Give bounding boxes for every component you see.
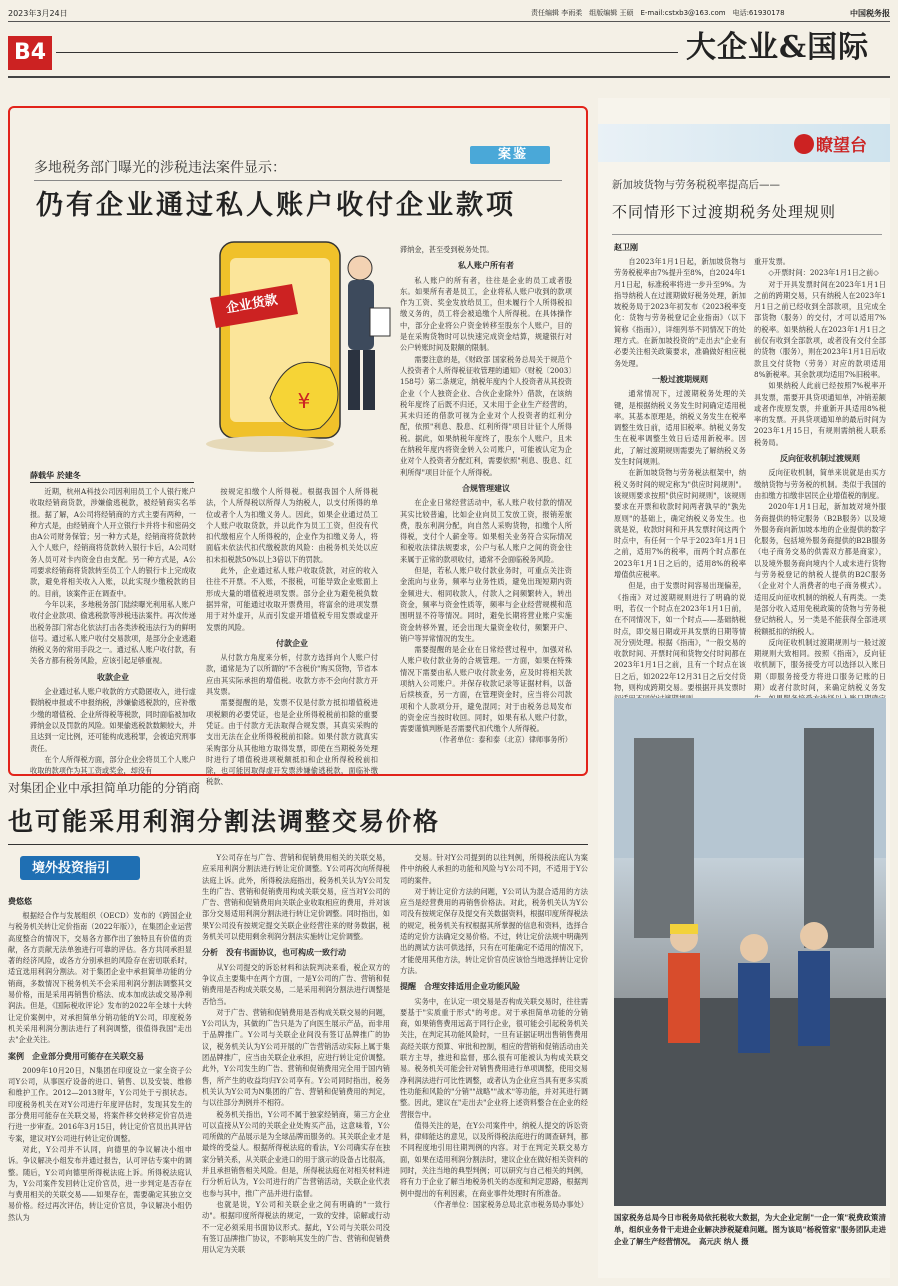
guide-kicker: 对集团企业中承担简单功能的分销商 <box>8 781 201 795</box>
paragraph: 今年以来，多地税务部门陆续曝光利用私人账户收付企业款项、偷逃税款等涉税违法案件。再次传递出税务部门常态化依法打击各类涉税违法行为的鲜明信号。通过私人账户收付交易款项，是部分企业逃避纳税义务的常用手段之一。通过私人账户收付款，有关各方都有税务风险，应该引起足够重视。 <box>30 599 196 666</box>
paragraph: 按规定扣缴个人所得税。根据我国个人所得税法，个人所得税以所得人为纳税人，以支付所得的单位或者个人为扣缴义务人。因此，如果企业通过员工个人账户收取货款，并以此作为员工工资，但没有代扣代缴相应个人所得税的，企业作为扣缴义务人，将面临未依法代扣代缴税款的风险：由税务机关处以应扣未扣税款50%以上3倍以下的罚款。 <box>206 487 378 564</box>
subhead: 一般过渡期规则 <box>652 374 708 384</box>
paragraph: 2020年1月1日起，新加坡对境外服务商提供的特定服务（B2B服务）以及境外服务商向新加坡本地的企业提供的数字化服务，包括境外服务商提供的B2B服务（电子商务交易的供需双方都是商家），以及境外服务商向境内个人或未进行货物与劳务税登记的纳税人提供的B2C服务（企业对个人消费者的电子商务模式）。适用反向征收机制的纳税人有两类。一类是部分收入适用免税政策的货物与劳务税登记纳税人，另一类是不能获得全部进项税额抵扣的纳税人。 <box>754 502 886 636</box>
case-illustration <box>200 228 396 460</box>
paragraph: 在企业日常经营活动中，私人账户收付款的情况其实比较普遍，比如企业向员工发放工资，报销差旅费，股东利润分配，向自然人采购货物，扣缴个人所得税，支付个人薪金等。如果相关业务符合实际情况和税收法律法规要求，公户与私人账户之间的资金往来属于正常的款项收付，通常不会面临税务风险。 <box>400 498 572 564</box>
paragraph: 自2023年1月1日起，新加坡货物与劳务税税率由7%提升至8%，自2024年1月1日起，标准税率将进一步升至9%。为指导纳税人在过渡期做好税务处理，新加坡税务局于2023年初发布《2023税率变化：货物与劳务税登记企业指南》（以下简称《指南》），详细列举不同情况下的处理方式。在新加坡投资的"走出去"企业有必要关注相关政策要求，准确做好相应税务处理。 <box>614 257 746 368</box>
illustration-label: 企业货款 <box>224 292 279 317</box>
guide-col-2 <box>202 852 390 1280</box>
case-col-3 <box>400 244 572 768</box>
photo-caption: 国家税务总局今日市税务局依托税收大数据，为大企业定制"一企一策"税费政策清单，组织业务骨干走进企业解决涉税疑难问题。图为该局"杨税管家"服务团队走进企业了解生产经营情况。 高元庆 纳人 摄 <box>614 1213 886 1246</box>
paragraph: 对于开具发票时间在2023年1月1日之前的跨期交易，只有纳税人在2023年1月1日之前已经收到全部款项，且完成全部货物（服务）的交付，才可以适用7%的税率。如果纳税人在2023年1月1日之前仅有收到全部款项，或者没有交付全部的货物（服务），则在2023年1月1日后收款且交付货物（劳务）对应的款项适用8%新税率。其余款项均适用7%旧税率。 <box>754 279 886 379</box>
paragraph: 滞纳金，甚至受到税务处罚。 <box>400 245 494 254</box>
lookout-byline: 赵卫刚 <box>614 243 638 252</box>
paragraph: 从付款方角度来分析，付款方选择向个人账户付款，通常是为了以所谓的"不含税价"购买货物，节省本应由其实际承担的增值税。收款方亦不会向付款方开具发票。 <box>206 653 378 697</box>
paragraph: 在新加坡货物与劳务税法框架中，纳税义务时间的规定称为"供应时间规则"。该规则要求按照"供应时间规则"，该规则要求在开票和收款时间两者孰早的"孰先原则"的基础上，确定纳税义务发生。也就是说，收款时间和开具发票时间这两个时点中，有任何一个早于2023年1月1日之前，适用7%的税率，而两个时点都在2023年1月1日之后的，适用8%的税率增值供应税率。 <box>614 468 746 580</box>
subhead: 合规管理建议 <box>462 483 510 493</box>
case-col-2 <box>206 486 378 787</box>
guide-col-1 <box>8 910 192 1280</box>
section-title: 大企业&国际 <box>686 30 870 65</box>
paragraph: 需要注意的是，《财政部 国家税务总局关于规范个人投资者个人所得税征收管理的通知》（财税〔2003〕158号）第二条规定，纳税年度内个人投资者从其投资企业（个人独资企业、合伙企业除外）借款，在该纳税年度终了后既不归还，又未用于企业生产经营的，其未归还的借款可视为企业对个人投资者的红利分配，依照"利息、股息、红利所得"项目计征个人所得税。据此，如果纳税年度终了，股东个人账户，且未在纳税年度内将资金转入公司账户，可能被认定为企业对个人投资者分配红利，需要依照"利息、股息、红利所得"项目计征个人所得税。 <box>400 354 572 477</box>
subhead: 分析 没有书面协议，也可构成一致行动 <box>202 948 346 958</box>
paragraph: 值得关注的是，在Y公司案件中，纳税人提交的诉讼资料，律师能达的意见，以及所得税法庭进行的调查研判，都不同程度地引用往期判例的内容。对于在判定关联交易方面，如果在适用利润分割法时，建议企业在做好相关资料的同时，关注当地的典型判例；可以研究与自己相关的判例，将有力于企业了解当地税务机关的态度和判定思路，根据判例中提出的有利因素，在商业事件处理时有所准备。 <box>400 1120 588 1198</box>
paragraph: 企业通过私人账户收款的方式隐匿收入，进行虚假纳税申报或不申报纳税，涉嫌偷逃税款的，应补缴少缴的增值税、企业所得税等税款，同时面临被加收滞纳金以及罚款的风险。如果偷逃税款数额较大，并且达到一定比例，还可能构成逃税罪，会被追究刑事责任。 <box>30 687 196 753</box>
paragraph: 对于广告、营销和促销费用是否构成关联交易的问题，Y公司认为，其做的广告只是为了向医生展示产品，而非用于品牌推广。Y公司与关联企业间没有签订品牌推广的协议，税务机关认为Y公司开展的广告营销活动实际上属于集团品牌推广，应当由关联企业承担，应进行转让定价调整。此外，Y公司发生的广告、营销和促销费用完全用于国内销售，所产生的收益均归Y公司享有。Y公司同时指出，税务机关认为Y公司为N集团的广告、营销和促销费用的判定，与以往部分判例并不相符。 <box>202 1007 390 1108</box>
newspaper-name: 中国税务报 <box>850 9 890 18</box>
paragraph: 对于转让定价方法的问题，Y公司认为混合适用的方法应当是经营费用的再销售价格法。对此，税务机关认为Y公司没有按规定保存及提交有关数据资料，根据印度所得税法的规定，税务机关有权根据其所掌握的信息和资料，选择合适的定价方法确定交易价格。不过，转让定价法规中明确列出的测试方法可供选择，只有在可能确定不适用的情况下，才能使用其他方法，转让定价官员应该恰当地选择转让定价方法。 <box>400 886 588 975</box>
subhead: 反向征收机制过渡规则 <box>780 454 860 464</box>
svg-text:¥: ¥ <box>297 389 311 413</box>
paragraph: 但是，由于发票时间容易出现偏差，《指南》对过渡期规则进行了明确的说明，若仅一个时点在2023年1月1日前，在不同情况下，如一个时点——基础纳税时点，即交易日期或开具发票的日期等情况分别处理。根据《指南》，"一般交易的收款时间、开票时间和货物交付时间都在2023年1月1日之前，且有一个时点在该日之后，如2022年12月31日之后交付货物，则构成跨期交易。要根据开具发票时 <box>614 581 746 692</box>
editors-info: 责任编辑 李雨柔 组版编辑 王硕 E-mail:cstxb3@163.com 电话:61930178 <box>531 9 785 17</box>
paragraph: 需要提醒的是，发票不仅是付款方抵扣增值税进项税额的必要凭证，也是企业所得税税前扣除的重要凭证。由于付款方无法取得合规发票，其真实采购的支出无法在企业所得税税前扣除。如果付款方就真实采购部分从其他地方取得发票，即使在当期税务处理时进行了增值税进项税额抵扣和企业所得税税前扣除，也可能因取得虚开发票涉嫌偷逃税款，面临补缴税款、 <box>206 698 378 787</box>
lookout-kicker: 新加坡货物与劳务税税率提高后—— <box>612 179 780 191</box>
lookout-col-2 <box>754 256 886 692</box>
lookout-col-1 <box>614 256 746 692</box>
lookout-tag: 瞭望台 <box>816 136 867 156</box>
paragraph: 需要提醒的是企业在日常经营过程中，加强对私人账户收付款业务的合规管理。一方面，如果在特殊情况下需要由私人账户收付款业务，应及时将相关款项纳入公司账户。并保存收款记录等证据材料，以备后续核查，另一方面，在管理资金时，应当将公司款项和个人款项分开，避免混同；对于由税务总局发布的资金应当按时收回。同时，如果有私人账户付款，需要谨慎判断是否需要代扣代缴个人所得税。 <box>400 645 572 734</box>
paragraph: 近期，杭州A科技公司因利用员工个人银行账户收取经销商货款，涉嫌偷逃税款，被经销商实名举报。据了解，A公司将经销商的方式主要有两种，一种方式是，由经销商个人开立银行卡并将卡和密码交由A公司财务保管；另一种方式是，经销商将货款转入个人账户，经销商将货款转入银行卡后，A公司财务人员可对卡内资金自由支配。另一种方式是，A公司要求经销商将货款转至员工个人的银行卡上完成收款，避免将相关收入入账，以此实现少缴税款的目的。目前，该案件正在调查中。 <box>30 487 196 598</box>
lookout-photo <box>614 698 886 1206</box>
guide-tag <box>20 856 140 880</box>
paragraph: 此外，企业通过私人账户收取货款，对应的收入往往不开票。不入账，不报税，可能导致企业账面上形成大量的增值税进项发票。部分企业为避免税负数据异常，可能通过收取开票费用，将富余的进项发票用于对外虚开，从而引发虚开增值税专用发票或虚开发票的风险。 <box>206 566 378 632</box>
paragraph: 通常情况下，过渡期税务处理的关键，是根据纳税义务发生时间确定适用税率。其基本原理是，纳税义务发生在税率调整生效日前，适用旧税率。纳税义务发生在税率调整生效日后适用新税率。因此，了解过渡期规则需要先了解纳税义务发生时间规则。 <box>614 389 746 467</box>
paragraph: 税务机关指出，Y公司不属于独家经销商，第三方企业可以直接从Y公司的关联企业处购买产品，这意味着，Y公司所做的产品展示是为全球品牌而服务的。其关联企业才是最终的受益人。根据所得税法庭的看法，Y公司确实存在独家分销关系，从关联企业进口的用于演示的设备占比很高，并且承担销售相关风险。但是，所得税法庭在对相关材料进行分析后认为，Y公司进行的广告营销活动，关联企业代表也参与其中，推广产品并进行监督。 <box>202 1109 390 1198</box>
paragraph: 私人账户的所有者，往往是企业的员工或者股东。如果所有者是员工，企业将私人账户收到的款项作为工资、奖金发放给员工，但未履行个人所得税扣缴义务的，员工将会被追缴个人所得税。在具体操作中，部分企业将公户资金转移至股东个人账户，目的是在采购货物时可以快速完成资金结算，规避银行对公户转账时间及限额的限制。 <box>400 275 572 353</box>
paragraph: 根据经合作与发展组织（OECD）发布的《跨国企业与税务机关转让定价指南（2022年版）》，在集团企业运营高度整合的情况下，交易各方都作出了独特且有价值的贡献，各方贡献无法单独进行可靠的评估。各方共同承担显著的经济风险，或各方分别承担的风险存在密切联系时，适宜选用利润分割法。对于集团企业中承担简单功能的分销商，多数情况下税务机关不会采用利润分割法调整其交易价格，而是采用再销售价格法、成本加成法或交易净利润法。但是，《国际税收评论》发布的2022年全球十大转让定价案例中，对承担简单分销功能的Y公司，印度税务机关采用利润分割法进行了利润调整，很值得我国"走出去"企业关注。 <box>8 911 192 1045</box>
guide-tag-label: 境外投资指引 <box>32 861 111 876</box>
guide-col-3 <box>400 852 588 1280</box>
author-note: （作者单位：国家税务总局北京市税务局办事处） <box>429 1199 588 1209</box>
case-kicker: 多地税务部门曝光的涉税违法案件显示： <box>34 160 286 176</box>
paragraph: 2009年10月20日，N集团在印度设立一家全资子公司Y公司，从事医疗设备的进口、销售、以及安装、维修和维护工作。2012—2013财年，Y公司处于亏损状态。印度税务机关在对Y公司进行年度评估时，发现其发生的部分费用可能存在关联交易，将案件移交转移定价官员进行进一步审查。2016年3月15日，转让定价官员出具评估专案，建议对Y公司进行转让定价调整。 <box>8 1065 192 1143</box>
page-number: B4 <box>8 36 52 70</box>
case-tag-label: 案鉴 <box>498 147 529 162</box>
case-col-1 <box>30 486 196 776</box>
lookout-headline: 不同情形下过渡期税务处理规则 <box>612 203 837 221</box>
guide-byline: 费悠悠 <box>8 897 32 906</box>
paragraph: 反向征收机制，简单来说就是由买方缴纳货物与劳务税的机制。类似于我国的由扣缴方扣缴非居民企业增值税的制度。 <box>754 468 886 500</box>
author-note: （作者单位：泰和泰（北京）律师事务所） <box>435 735 572 745</box>
guide-headline: 也可能采用利润分割法调整交易价格 <box>8 807 441 836</box>
lookout-logo-icon <box>794 134 814 154</box>
paragraph: 如果纳税人此前已经按照7%税率开具发票，需要开具贷项通知单，冲销差额或者作废原发票，并重新开具适用8%税率的发票。开具贷项通知单的最后时间为2023年1月15日，有规则需纳税人联系税务局。 <box>754 381 886 447</box>
paragraph: Y公司存在与广告、营销和促销费用相关的关联交易，应采用利润分割法进行转让定价调整。Y公司再次向所得税法庭上诉。此外，所得税法庭指出，税务机关认为Y公司发生的广告、营销和促销费用构成关联交易，应当对Y公司的广告、营销和促销费用向关联企业收取相应的费用，并对该部分交易适用利润分割法进行转让定价调整。同时指出，如果Y公司没有按规定提交关联企业经营往来的财务数据，税务机关可以使用剩余利润分割法实施转让定价调整。 <box>202 853 390 942</box>
paragraph: 对此，Y公司并不认同，向德里的争议解决小组申诉。争议解决小组发布并通过报告，认可评估专案中的调整。随后，Y公司向德里所得税法庭上诉。所得税法庭认为，Y公司案件发回转让定价官员，进一步判定是否存在与费用相关的关联交易——如果存在，需要确定其独立交易价格。经过再次评估，转让定价官员，争议解决小组仍然认为 <box>8 1144 192 1222</box>
case-headline: 仍有企业通过私人账户收付企业款项 <box>36 190 516 221</box>
subhead: 收款企业 <box>97 672 129 682</box>
subhead: 付款企业 <box>276 638 308 648</box>
lookout-banner <box>598 124 890 162</box>
subhead: 提醒 合理安排适用企业功能风险 <box>400 982 520 992</box>
subhead: 案例 企业部分费用可能存在关联交易 <box>8 1051 144 1061</box>
paragraph: 交易。针对Y公司提到的以往判例，所得税法庭认为案件中纳税人承担的功能和风险与Y公司不同，不适用于Y公司的案件。 <box>400 853 588 885</box>
page-header <box>8 6 890 22</box>
paragraph: 但是，若私人账户收付款业务时，可重点关注资金流向与业务，频率与业务性质，避免出现短期内资金频进大、相同收款人，付款人之间频繁转入，转出资金，频率与资金性质等，频率与企业经营规模和范围明显不符等情况。同时，避免长期将营业账户实施资金转移外置，还会出现大量资金收付，频繁开户、销户等异常情况的发生。 <box>400 566 572 643</box>
paragraph: 重开发票。 <box>754 257 790 266</box>
subhead: 私人账户所有者 <box>458 261 514 271</box>
paragraph: 反向征收机制过渡期规则与一般过渡期规则大致相同。按照《指南》，反向征收机制下，服务接受方可以选择以入账日期（即服务接受方将进口服务记账的日期）或者付款时间，来确定纳税义务发 <box>754 637 886 692</box>
paragraph: 从Y公司提交的诉讼材料和法院判决来看，税企双方的争议点主要集中在两个方面，一是Y公司的广告、营销和促销费用是否构成关联交易，二是采用利润分割法进行调整是否恰当。 <box>202 962 390 1006</box>
issue-date: 2023年3月24日 <box>8 9 68 18</box>
case-tag <box>470 144 558 166</box>
case-byline: 薛载华 於建冬 <box>30 471 81 480</box>
paragraph: 在个人所得税方面，部分企业会将员工个人账户收取的款项作为其工资或奖金，却没有 <box>30 754 196 776</box>
paragraph: 实务中，在认定一项交易是否构成关联交易时，往往需要基于"实质重于形式"的考虑。对于承担简单功能的分销商，如果销售费用远高于同行企业，很可能会引起税务机关关注，在判定其功能风险时，一旦有证据证明出售销售费用高经关联方预算、审批和控制，相应的营销和促销活动由关联方主导，推进和监督，那么很有可能被认为构成关联交易。税务机关可能会针对销售费用进行单项调整，使用交易净利润法进行可比性调整，或者认为企业应当具有更多实质性功能和风险的"分销""战略""战术"等功能，并对其进行调整。因此，建议在"走出去"企业将上述资料整合在企业的经营报告中。 <box>400 996 588 1119</box>
paragraph: 也就是说，Y公司和关联企业之间有明确的"一致行动"。根据印度所得税法的规定，一致的安排，谅解或行动不一定必须采用书面协议形式。据此，Y公司与关联公司没有签订品牌推广协议，不影响其发生的广告、营销和促销费用认定为关联 <box>202 1199 390 1255</box>
paragraph: ◇开票时间：2023年1月1日之前◇ <box>768 268 879 278</box>
